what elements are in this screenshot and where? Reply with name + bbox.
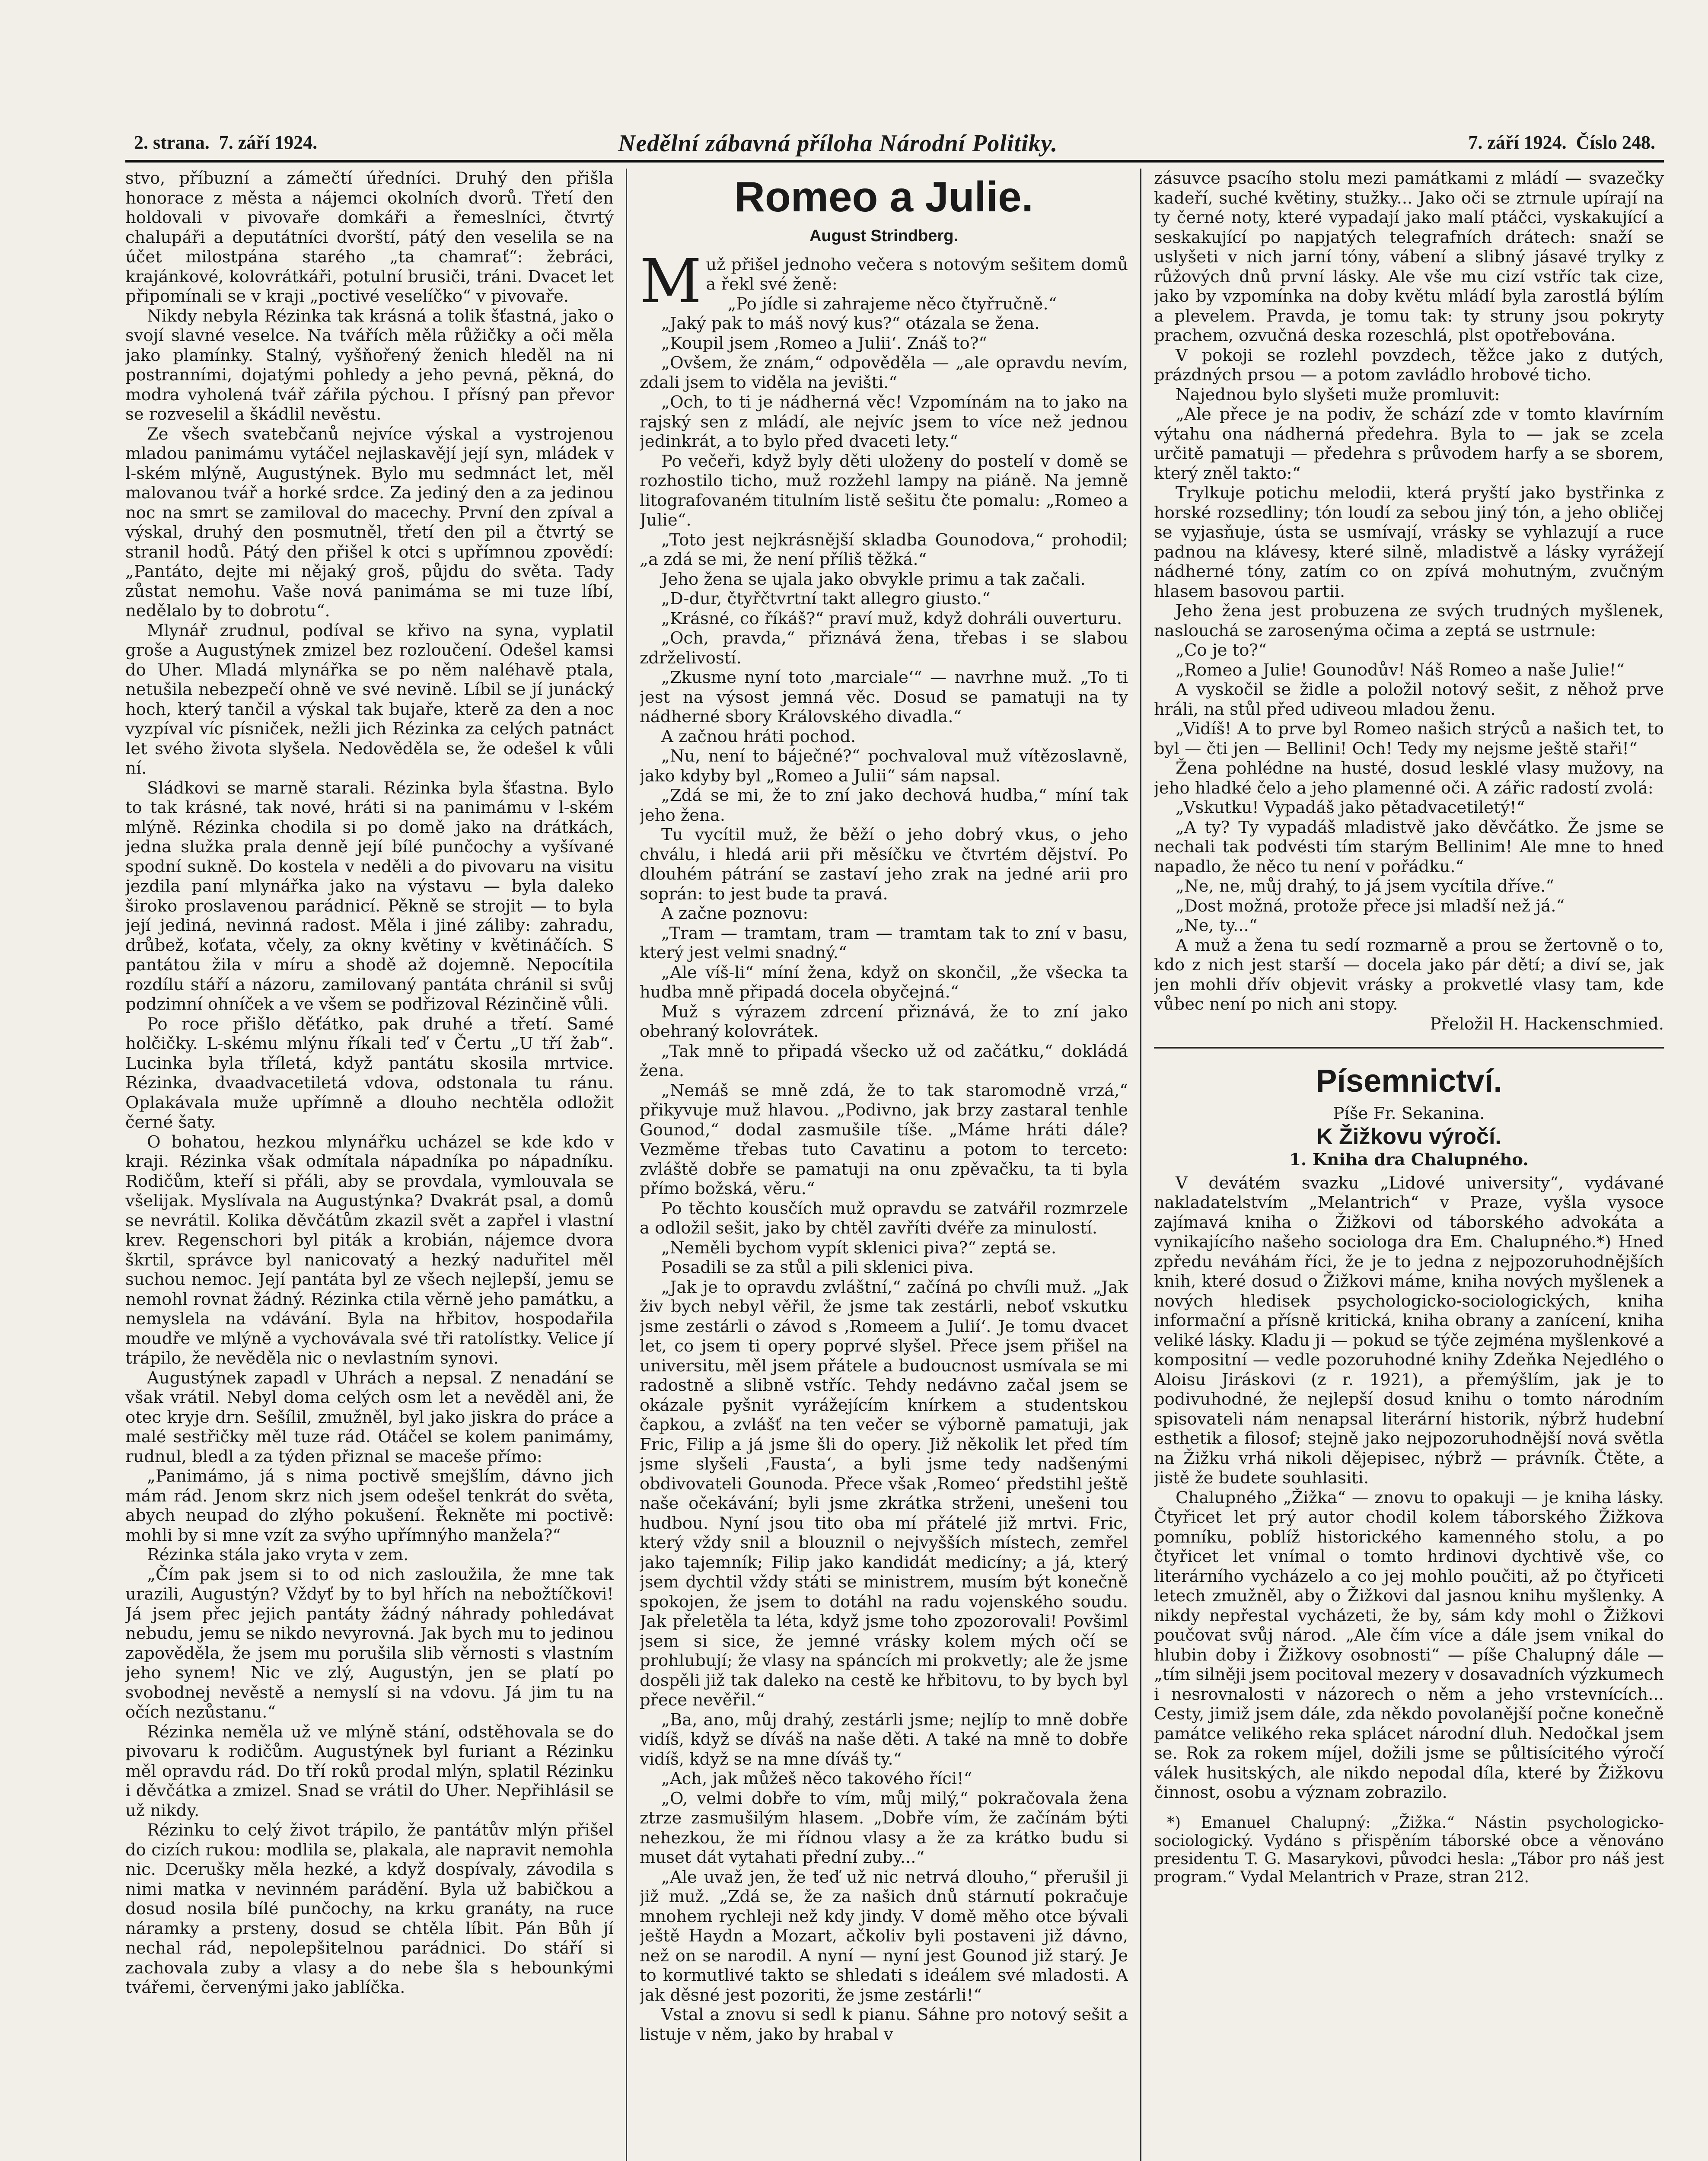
paragraph: Po večeři, když byly děti uloženy do postelí v domě se rozhostilo ticho, muž rozžehl lampy na piáně. Na jemně litografovaném titulním listě sešitu čte pomalu: „Romeo a Julie“. — [640, 451, 1128, 530]
paragraph: Sládkovi se marně starali. Rézinka byla šťastna. Bylo to tak krásné, tak nové, hráti si na panimámu v l-ském mlýně. Rézinka chodila si po domě jako na drátkách, jedna služka prala denně její bílé punčochy a vyšívané spodní sukně. Do kostela v neděli a do pivovaru na visitu jezdila paní mlynářka jako na výstavu — byla daleko široko proslavenou parádnicí. Pěkně se strojit — to byla její jediná, nevinná radost. Měla i jiné záliby: zahradu, drůbež, koťata, včely, za okny květiny v květináčích. S pantátou žila v míru a shodě až dojemně. Nepocítila rozdílu stáří a názoru, zamilovaný pantáta chránil si svůj podzimní ohníček a ve všem se podřizoval Rézinčině vůli. — [125, 778, 614, 1014]
issue-info: 7. září 1924. Číslo 248. — [1468, 132, 1655, 153]
paragraph: Mlynář zrudnul, podíval se křivo na syna, vyplatil groše a Augustýnek zmizel bez rozloučení. Odešel kamsi do Uher. Mladá mlynářka se po něm naléhavě ptala, netušila nebezpečí ohně ve své nevině. Líbil se jí junácký hoch, který tančil a výskal tak bujaře, kterě za den a noc vyzpíval víc písniček, nežli jich Rézinka za celých patnáct let svého života slyšela. Nedověděla se, že odešel k vůli ní. — [125, 621, 614, 778]
column-3 — [1154, 169, 1664, 2161]
paragraph: „Nu, není to báječné?“ pochvaloval muž vítězoslavně, jako kdyby byl „Romeo a Julii“ sám napsal. — [640, 746, 1128, 786]
paragraph: Jeho žena jest probuzena ze svých trudných myšlenek, naslouchá se zarosenýma očima a zeptá se ustrnule: — [1154, 601, 1664, 641]
paragraph: „Ne, ne, můj drahý, to já jsem vycítila dříve.“ — [1176, 877, 1555, 896]
paragraph: „Ovšem, že znám,“ odpověděla — „ale opravdu nevím, zdali jsem to viděla na jevišti.“ — [640, 353, 1128, 392]
paragraph: Trylkuje potichu melodii, která pryští jako bystřinka z horské rozsedliny; tón loudí za sebou jiný tón, a jeho obličej se vyjasňuje, ústa se usmívají, vrásky se vyhlazují a ruce padnou na klávesy, které silně, mladistvě a lásky vyrážejí nádherné tóny, zatím co on zpívá mohutným, zvučným hlasem basovou partii. — [1154, 483, 1664, 601]
paragraph: „Po jídle si zahrajeme něco čtyřručně.“ — [727, 294, 1057, 314]
paragraph: „Dost možná, protože přece jsi mladší než já.“ — [1176, 896, 1565, 916]
paragraph: „Neměli bychom vypít sklenici piva?“ zeptá se. — [661, 1238, 1057, 1258]
paragraph: zásuvce psacího stolu mezi památkami z mládí — svazečky kadeří, suché květiny, stužky... Jako oči se ztrnule upírají na ty černé noty, které vypadají jako malí ptáčci, vyskakující a seskakující po napjatých telegrafních drátech: snaží se uslyšeti v nich jarní tóny, vábení a slibný jásavé trylky z růžových dnů první lásky. Ale vše mu cizí vstříc tak cize, jako by vzpomínka na doby květu mládí byla zarostlá býlím a plevelem. Pravda, je tomu tak: ty struny jsou pokryty prachem, ozvučná deska rozeschlá, plst opotřebována. — [1154, 169, 1664, 345]
paragraph: „Ale víš-li“ míní žena, když on skončil, „že všecka ta hudba mně připadá docela obyčejná.“ — [640, 963, 1128, 1002]
paragraph: Žena pohlédne na husté, dosud lesklé vlasy mužovy, na jeho hladké čelo a jeho plamenné oči. A zářic radostí zvolá: — [1154, 759, 1664, 798]
paragraph: „Vidíš! A to prve byl Romeo našich strýců a našich tet, to byl — čti jen — Bellini! Och! Tedy my nejsme ještě staři!“ — [1154, 719, 1664, 759]
paragraph: Vstal a znovu si sedl k pianu. Sáhne pro notový sešit a listuje v něm, jako by hrabal v — [640, 2005, 1128, 2044]
paragraph: „Panimámo, já s nima poctivě smejšlím, dávno jich mám rád. Jenom skrz nich jsem odešel tenkrát do světa, abych neupad do zlýho pokušení. Řekněte mi poctivě: mohli by si mne vzít za svýho upřímnýho manžela?“ — [125, 1466, 614, 1545]
story-author: August Strindberg. — [809, 227, 959, 245]
footnote-text: *) Emanuel Chalupný: „Žižka.“ Nástin psychologicko-sociologický. Vydáno s přispěním táborské obce a věnováno presidentu T. G. Masarykovi, původci hesla: „Tábor pro náš jest program.“ Vydal Melantrich v Praze, stran 212. — [1154, 1814, 1664, 1886]
paragraph: O bohatou, hezkou mlynářku ucházel se kde kdo v kraji. Rézinka však odmítala nápadníka po nápadníku. Rodičům, kteří si přáli, aby se provdala, vymlouvala se všelijak. Myslívala na Augustýnka? Dvakrát psal, a domů se nevrátil. Kolika děvčátům zkazil svět a zapřel i vlastní krev. Regenschori byl piták a krobián, nájemce dvora škrtil, správce byl nanicovatý a hezký naduřitel měl suchou nemoc. Její pantáta byl ze všech nejlepší, jemu se nemohl rovnat žádný. Rézinka ctila věrně jeho památku, a nemyslela na vdávání. Byla na hřbitov, hospodařila moudře ve mlýně a vychovávala své tři ratolístky. Velice jí trápilo, že nevěděla nic o nevlastním synovi. — [125, 1132, 614, 1368]
paragraph: „Ale uvaž jen, že teď už nic netrvá dlouho,“ přerušil ji již muž. „Zdá se, že za našich dnů stárnutí pokračuje mnohem rychleji než kdy jindy. V domě měho otce bývali ještě Haydn a Mozart, ačkoliv byli postaveni již dávno, než on se narodil. A nyní — nyní jest Gounod již starý. Je to kormutlivé takto se shledati s ideálem své mladosti. A jak děsné jest pozoriti, že jsme zestárli!“ — [640, 1867, 1128, 2005]
paragraph: „Jak je to opravdu zvláštní,“ začíná po chvíli muž. „Jak živ bych nebyl věřil, že jsme tak zestárli, neboť vskutku jsme zestárli o závod s ‚Romeem a Julií‘. Je tomu dvacet let, co jsem ti opery poprvé slyšel. Přece jsem přišel na universitu, měl jsem přátele a budoucnost usmívala se mi radostně a slibně vstříc. Tehdy nedávno začal jsem se okázale pyšnit vyrážejícím knírkem a studentskou čapkou, a zvlášť na ten večer se výborně pamatuji, jak Fric, Filip a já jsme šli do opery. Již několik let před tím jsme slyšeli ‚Fausta‘, a byli jsme tedy nadšenými obdivovateli Gounoda. Přece však ‚Romeo‘ předstihl ještě naše očekávání; byli jsme zkrátka strženi, unešeni tou hudbou. Nyní jsou tito oba mí přátelé již mrtvi. Fric, který vždy snil a blouznil o nejvyšších místech, zemřel jako tajemník; Filip jako kandidát medicíny; a já, který jsem dychtil vždy státi se ministrem, musím být konečně spokojen, že jsem to dotáhl na radu vojenského soudu. Jak přeletěla ta léta, když jsme toho zpozorovali! Povšiml jsem si sice, že jemné vrásky kolem mých očí se prohlubují; že vlasy na spáncích mi prokvetly; ale že jsme dospěli již tak daleko na cestě ke hřbitovu, to by bych byl přece nevěřil.“ — [640, 1277, 1128, 1710]
paragraph: Ze všech svatebčanů nejvíce výskal a vystrojenou mladou panimámu vytáčel nejlaskavějí její syn, mládek v l-ském mlýně, Augustýnek. Bylo mu sedmnáct let, měl malovanou tvář a horké srdce. Za jediný den a za jedinou noc na smrt se zamiloval do macechy. První den zpíval a výskal, druhý den posmutněl, třetí den pil a čtvrtý se stranil hodů. Pátý den přišel k otci s upřímnou zpovědí: „Pantáto, dejte mi nějaký groš, půjdu do světa. Tady zůstat nemohu. Vaše nová panimáma se mi tuze líbí, nedělalo by to dobrotu“. — [125, 424, 614, 621]
article-title: K Žižkovu výročí. — [1316, 1124, 1501, 1149]
newspaper-page — [125, 130, 1664, 2161]
publication-title: Nedělní zábavná příloha Národní Politiky. — [618, 130, 1058, 157]
paragraph: „Jaký pak to máš nový kus?“ otázala se žena. — [661, 314, 1040, 333]
paragraph: „Romeo a Julie! Gounodův! Náš Romeo a naše Julie!“ — [1176, 660, 1625, 680]
paragraph: „Ach, jak můžeš něco takového říci!“ — [661, 1769, 972, 1788]
paragraph: „Tram — tramtam, tram — tramtam tak to zní v basu, který jest velmi snadný.“ — [640, 923, 1128, 963]
section-author: Píše Fr. Sekanina. — [1333, 1104, 1485, 1123]
paragraph: Chalupného „Žižka“ — znovu to opakuji — je kniha lásky. Čtyřicet let prý autor chodil kolem táborského Žižkova pomníku, poblíž historického kamenného stolu, a po čtyřicet let vnímal o tomto hrdinovi dychtivě vše, co literárního vycházelo a co jej mohlo poučiti, až po čtyřiceti letech zmužněl, aby o Žižkovi dal jasnou knihu myšlenky. A nikdy nepřestal vycházeti, že by, sám kdy mohl o Žižkovi poučovat svůj národ. „Ale čím více a dále jsem vnikal do hlubin doby i Žižkovy osobnosti“ — píše Chalupný dále — „tím silněji jsem pocitoval mezery v dosavadních výzkumech i nesrovnalosti v názorech o něm a jeho vrstevnících... Cesty, jimiž jsem dále, zda někdo povolanější počne konečně památce velikého reka splácet národní dluh. Nedočkal jsem se. Rok za rokem míjel, dožili jsme se půltisícitého výročí válek husitských, ale nikdo nepodal díla, které by Žižkovu činnost, osobu a význam zobrazilo. — [1154, 1488, 1664, 1802]
paragraph: Muž přišel jednoho večera s notovým sešitem domů a řekl své ženě: — [640, 246, 1128, 317]
page-header — [125, 130, 1664, 163]
section-title: Písemnictví. — [1316, 1063, 1502, 1099]
paragraph: „Ne, ty...“ — [1176, 916, 1258, 935]
translator-credit: Přeložil H. Hackenschmied. — [1430, 1014, 1664, 1034]
paragraph: „Och, to ti je nádherná věc! Vzpomínám na to jako na rajský sen z mládí, ale nejvíc jsem to více než jednou jedinkrát, a to bylo před dvaceti lety.“ — [640, 392, 1128, 451]
paragraph: „Koupil jsem ‚Romeo a Julii‘. Znáš to?“ — [661, 333, 988, 353]
paragraph: A muž a žena tu sedí rozmarně a prou se žertovně o to, kdo z nich jest starší — docela jako pár dětí; a diví se, jak jen mohli dřív objevit vrásky a prokvetlé vlasy tam, kde vůbec není po nich ani stopy. — [1154, 935, 1664, 1014]
article-subtitle: 1. Kniha dra Chalupného. — [1289, 1150, 1529, 1170]
paragraph: A vyskočil se židle a položil notový sešit, z něhož prve hráli, na stůl před udiveou mladou ženu. — [1154, 680, 1664, 719]
paragraph: Rézinka neměla už ve mlýně stání, odstěhovala se do pivovaru k rodičům. Augustýnek byl furiant a Rézinku měl opravdu rád. Do tří roků prodal mlýn, splatil Rézinku i děvčátka a zmizel. Snad se vrátil do Uher. Nepřihlásil se už nikdy. — [125, 1722, 614, 1820]
paragraph: Nikdy nebyla Rézinka tak krásná a tolik šťastná, jako o svojí slavné veselce. Na tvářích měla růžičky a oči měla jako plamínky. Stalný, vyšňořený ženich hleděl na ni postranními, dojatými pohledy a jeho pevná, pěkná, do modra vyholená tvář zářila pýchou. I přísný pan převor se rozveselil a škádlil nevěstu. — [125, 306, 614, 424]
paragraph: „Och, pravda,“ přiznává žena, třebas i se slabou zdrželivostí. — [640, 628, 1128, 668]
paragraph: V devátém svazku „Lidové university“, vydávané nakladatelstvím „Melantrich“ v Praze, vyšla vysoce zajímavá kniha o Žižkovi od táborského advokáta a vynikajícího našeho sociologa dra Em. Chalupného.*) Hned zpředu neváhám říci, že je to jedna z nejpozoruhodnějších knih, které dosud o Žižkovi máme, kniha nových myšlenek a nových hledisek psychologicko-sociologických, kniha informační a přísně kritická, kniha obrany a zanícení, kniha veliké lásky. Kladu ji — pokud se týče zejména myšlenkové a kompositní — vedle pozoruhodné knihy Zdeňka Nejedlého o Aloisu Jiráskovi (z r. 1921), a přemýšlím, jak je to podivuhodné, že nejlepší dosud knihu o tomto národním spisovateli nám nenapsal literární historik, nýbrž hudební esthetik a filosof; stejně jako nejpozoruhodnější nová světla na Žižku vrhá nikoli dějepisec, nýbrž — právník. Čtěte, a jistě že budete souhlasiti. — [1154, 1173, 1664, 1488]
paragraph: „Ba, ano, můj drahý, zestárli jsme; nejlíp to mně dobře vidíš, když se díváš na naše děti. A také na mně to dobře vidíš, když se na mne díváš ty.“ — [640, 1710, 1128, 1769]
page-number: 2. strana. 7. září 1924. — [134, 132, 318, 153]
paragraph: „A ty? Ty vypadáš mladistvě jako děvčátko. Že jsme se nechali tak podvésti tím starým Bellinim! Ale mne to hned napadlo, že něco tu není v pořádku.“ — [1154, 817, 1664, 877]
paragraph: Najednou bylo slyšeti muže promluvit: — [1176, 385, 1500, 405]
paragraph: Po těchto kousčích muž opravdu se zatvářil rozmrzele a odložil sešit, jako by chtěl zavříti dvéře za minulostí. — [640, 1198, 1128, 1238]
column-2 — [640, 169, 1128, 2161]
column-divider — [626, 169, 627, 2161]
column-1 — [125, 169, 614, 2161]
paragraph: „Toto jest nejkrásnější skladba Gounodova,“ prohodil; „a zdá se mi, že není příliš těžká.“ — [640, 530, 1128, 569]
paragraph: Augustýnek zapadl v Uhrách a nepsal. Z nenadání se však vrátil. Nebyl doma celých osm let a nevěděl ani, že otec kryje drn. Sešílil, zmužněl, byl jako jiskra do práce a malé sestřičky měl tuze rád. Otáčel se kolem panimámy, rudnul, bledl a za týden přiznal se maceše přímo: — [125, 1368, 614, 1466]
paragraph: „Čím pak jsem si to od nich zasloužila, že mne tak urazili, Augustýn? Vždyť by to byl hřích na nebožtíčkovi! Já jsem přec jejich pantáty žádný náhrady pohledávat nebudu, jemu se nikdo nevyrovná. Jak bych mu to jedinou zapověděla, že jsem mu porušila slib věrnosti s vlastním jeho synem! Nic ve zlý, Augustýn, jen se platí po svobodnej nevěstě a nemyslí si na vdovu. Já jim tu na očích nezůstanu.“ — [125, 1565, 614, 1722]
paragraph: Rézinka stála jako vryta v zem. — [147, 1545, 409, 1565]
paragraph: V pokoji se rozlehl povzdech, těžce jako z dutých, prázdných prsou — a potom zavládlo hrobové ticho. — [1154, 345, 1664, 385]
paragraph: „Tak mně to připadá všecko už od začátku,“ dokládá žena. — [640, 1041, 1128, 1080]
story-title: Romeo a Julie. — [734, 173, 1033, 220]
paragraph: Jeho žena se ujala jako obvykle primu a tak začali. — [661, 569, 1086, 589]
paragraph: „Zdá se mi, že to zní jako dechová hudba,“ míní tak jeho žena. — [640, 786, 1128, 825]
paragraph: „D-dur, čtyřčtvrtní takt allegro giusto.“ — [661, 589, 991, 609]
paragraph: „Nemáš se mně zdá, že to tak staromodně vrzá,“ přikyvuje muž hlavou. „Podivno, jak brzy zastaral tenhle Gounod,“ dodal zasmušile tíše. „Máme hráti dále? Vezměme třebas tuto Cavatinu a potom to terceto: zvláště dobře se pamatuji na onu zpěvačku, ta ti byla přímo božská, věru.“ — [640, 1080, 1128, 1198]
paragraph: Muž s výrazem zdrcení přiznává, že to zní jako obehraný kolovrátek. — [640, 1002, 1128, 1041]
paragraph: stvo, příbuzní a zámečtí úředníci. Druhý den přišla honorace z města a nájemci okolních dvorů. Třetí den holdovali v pivovaře domkáři a řemeslníci, čtvrtý chalupáři a deputátníci dvorští, pátý den veselila se na účet milostpána starého „ta chamrať“: žebráci, krajánkové, kolovrátkáři, potulní brusiči, tráni. Dvacet let připomínali se v kraji „poctivé veselíčko“ v pivovaře. — [125, 169, 614, 306]
drop-cap: M — [640, 246, 702, 317]
paragraph: „Ale přece je na podiv, že schází zde v tomto klavírním výtahu ona nádherná předehra. Byla to — jak se zcela určitě pamatuji — předehra s průvodem harfy a se sborem, který zněl takto:“ — [1154, 405, 1664, 483]
paragraph: Posadili se za stůl a pili sklenici piva. — [661, 1258, 974, 1277]
paragraph: „Co je to?“ — [1176, 641, 1267, 660]
paragraph: A začne poznovu: — [661, 904, 809, 923]
paragraph: „Vskutku! Vypadáš jako pětadvacetiletý!“ — [1176, 798, 1525, 817]
paragraph: Rézinku to celý život trápilo, že pantátův mlýn přišel do cizích rukou: modlila se, plakala, ale napravit nemohla nic. Dcerušky měla hezké, a když dospívaly, závodila s nimi matka v nevinném parádění. Byla už babičkou a dosud nosila bílé punčochy, na krku granáty, na ruce náramky a prsteny, dosud se chtěla líbit. Pán Bůh jí nechal rád, nepolepšitelnou parádnici. Do stáří si zachovala zuby a vlasy a do nebe šla s hebounkými tvářemi, červenými jako jablíčka. — [125, 1820, 614, 1997]
paragraph: „Zkusme nyní toto ‚marciale‘“ — navrhne muž. „To ti jest na výsost jemná věc. Dosud se pamatuji na ty nádherné sbory Královského divadla.“ — [640, 668, 1128, 727]
paragraph: Po roce přišlo děťátko, pak druhé a třetí. Samé holčičky. L-skému mlýnu říkali teď v Čertu „U tří žab“. Lucinka byla tříletá, když pantátu skosila mrtvice. Rézinka, dvaadvacetiletá vdova, odstonala tu ránu. Oplakávala muže upřímně a dlouho nechtěla odložit černé šaty. — [125, 1014, 614, 1132]
paragraph: „O, velmi dobře to vím, můj milý,“ pokračovala žena ztrze zasmušilým hlasem. „Dobře vím, že začínám býti nehezkou, že mi řídnou vlasy a že za krátko budu si muset dát vytahati přední zuby...“ — [640, 1788, 1128, 1867]
paragraph: Tu vycítil muž, že běží o jeho dobrý vkus, o jeho chválu, i hledá arii při měsíčku ve čtvrtém dějství. Po dlouhém pátrání se zastaví jeho zrak na jedné arii pro soprán: to jest bude ta pravá. — [640, 825, 1128, 904]
footnote — [1154, 1814, 1664, 1887]
paragraph: A začnou hráti pochod. — [661, 727, 856, 746]
section-divider — [1154, 1047, 1664, 1049]
paragraph: „Krásné, co říkáš?“ praví muž, když dohráli ouverturu. — [661, 609, 1122, 628]
column-divider — [1140, 169, 1141, 2161]
